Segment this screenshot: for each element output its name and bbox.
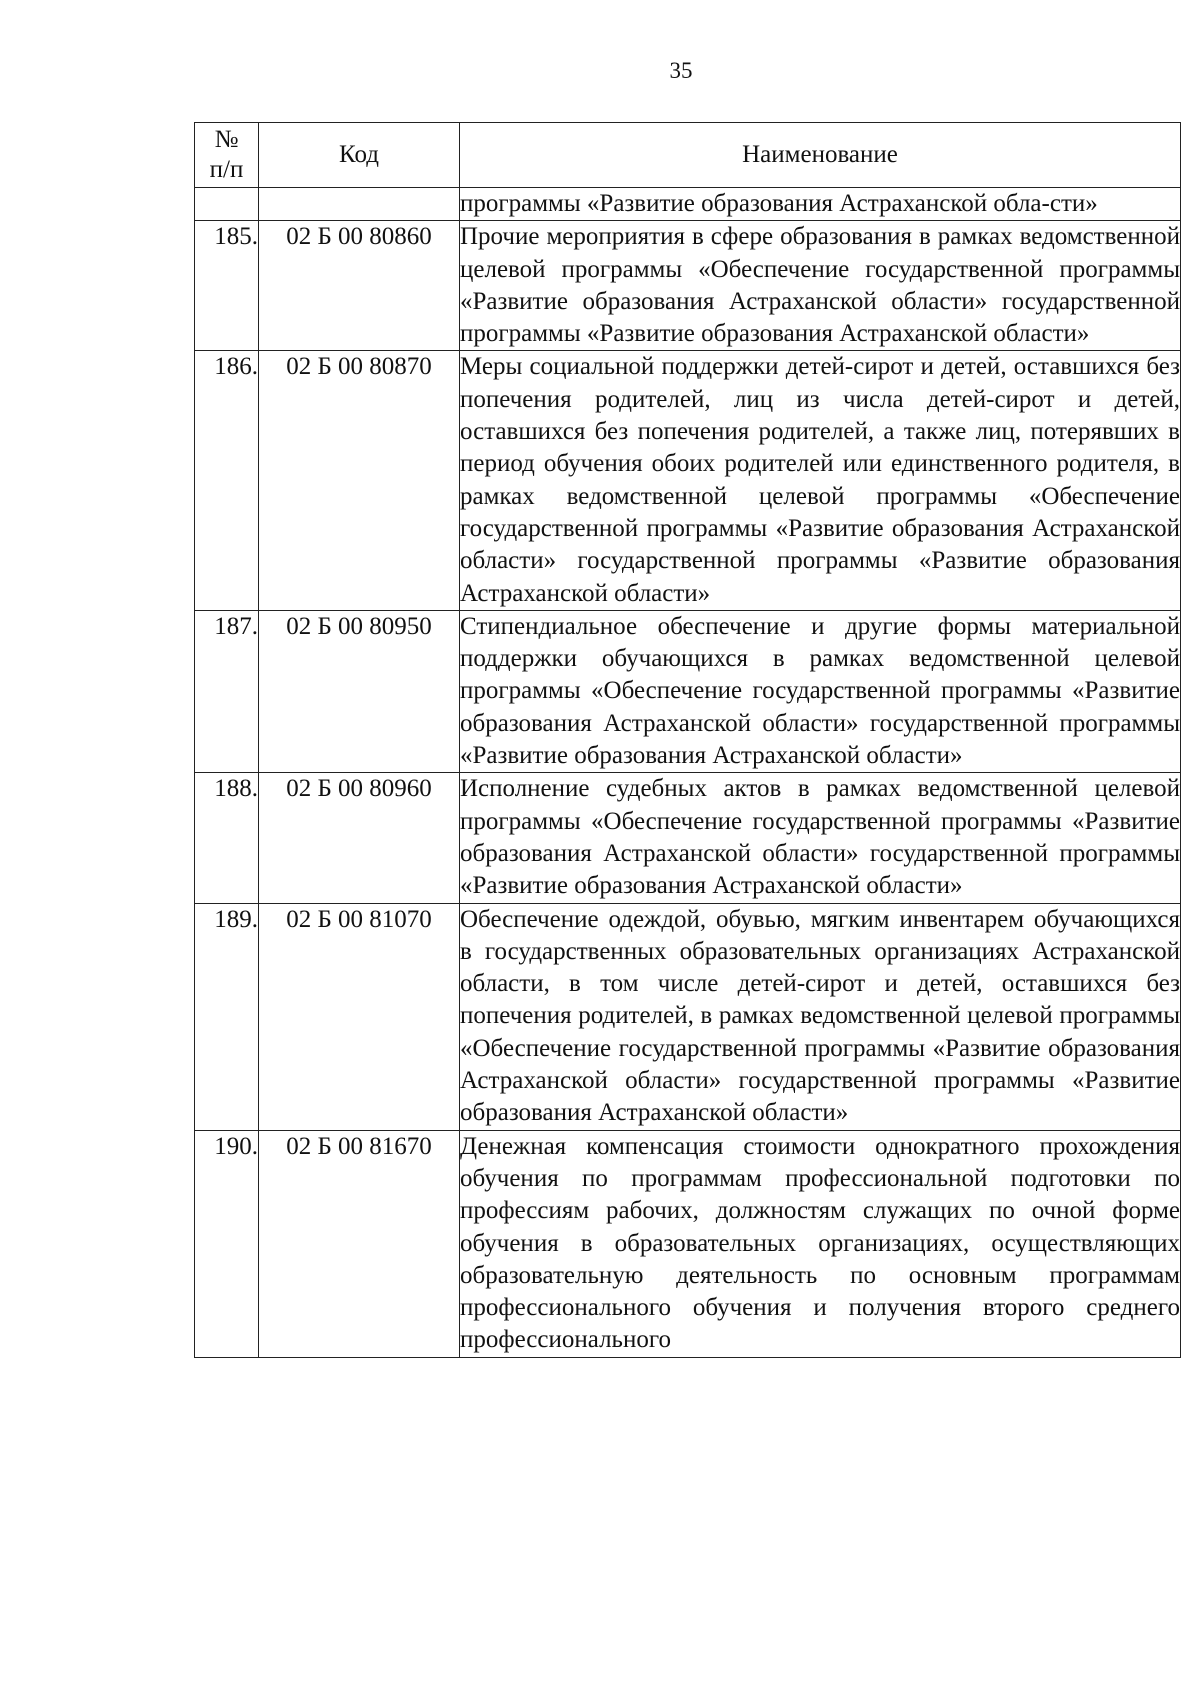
row-name: Обеспечение одеждой, обувью, мягким инвентарем обучающихся в государственных образовательных организациях Астраханской области, в том числе детей-сирот и детей, оставшихся без попечения родителей, в рамках ведомственной целевой программы «Обеспечение государственной программы «Развитие образования Астраханской области» государственной программы «Развитие образования Астраханской области» [460,903,1181,1130]
row-code: 02 Б 00 80870 [259,351,460,610]
row-name: Денежная компенсация стоимости однократного прохождения обучения по программам профессиональной подготовки по профессиям рабочих, должностям служащих по очной форме обучения в образовательных организациях, осуществляющих образовательную деятельность по основным программам профессионального обучения и получения второго среднего профессионального [460,1130,1181,1357]
row-code: 02 Б 00 81070 [259,903,460,1130]
row-code: 02 Б 00 80950 [259,610,460,772]
budget-code-table [194,122,1181,1358]
header-number-sign: № [214,126,239,153]
table-row-continuation [195,188,1181,221]
row-number: 185. [195,221,259,351]
table-row [195,610,1181,772]
row-code: 02 Б 00 81670 [259,1130,460,1357]
row-number: 187. [195,610,259,772]
row-name: Исполнение судебных актов в рамках ведомственной целевой программы «Обеспечение государственной программы «Развитие образования Астраханской области» государственной программы «Развитие образования Астраханской области» [460,773,1181,903]
table-row [195,221,1181,351]
page-number: 35 [669,58,693,83]
table-row [195,773,1181,903]
header-name: Наименование [460,123,1181,188]
header-number-abbr: п/п [209,156,244,183]
row-name: Меры социальной поддержки детей-сирот и детей, оставшихся без попечения родителей, лиц из числа детей-сирот и детей, оставшихся без попечения родителей, а также лиц, потерявших в период обучения обоих родителей или единственного родителя, в рамках ведомственной целевой программы «Обеспечение государственной программы «Развитие образования Астраханской области» государственной программы «Развитие образования Астраханской области» [460,351,1181,610]
continuation-text: программы «Развитие образования Астраханской обла-сти» [460,188,1181,221]
row-number: 186. [195,351,259,610]
row-code: 02 Б 00 80960 [259,773,460,903]
table-header-row [195,123,1181,188]
table-row [195,903,1181,1130]
table-row [195,351,1181,610]
header-number [195,123,259,188]
row-number: 189. [195,903,259,1130]
row-number: 188. [195,773,259,903]
table-row [195,1130,1181,1357]
row-name: Стипендиальное обеспечение и другие формы материальной поддержки обучающихся в рамках ведомственной целевой программы «Обеспечение государственной программы «Развитие образования Астраханской области» государственной программы «Развитие образования Астраханской области» [460,610,1181,772]
row-number: 190. [195,1130,259,1357]
header-code: Код [259,123,460,188]
row-code: 02 Б 00 80860 [259,221,460,351]
row-name: Прочие мероприятия в сфере образования в рамках ведомственной целевой программы «Обеспечение государственной программы «Развитие образования Астраханской области» государственной программы «Развитие образования Астраханской области» [460,221,1181,351]
